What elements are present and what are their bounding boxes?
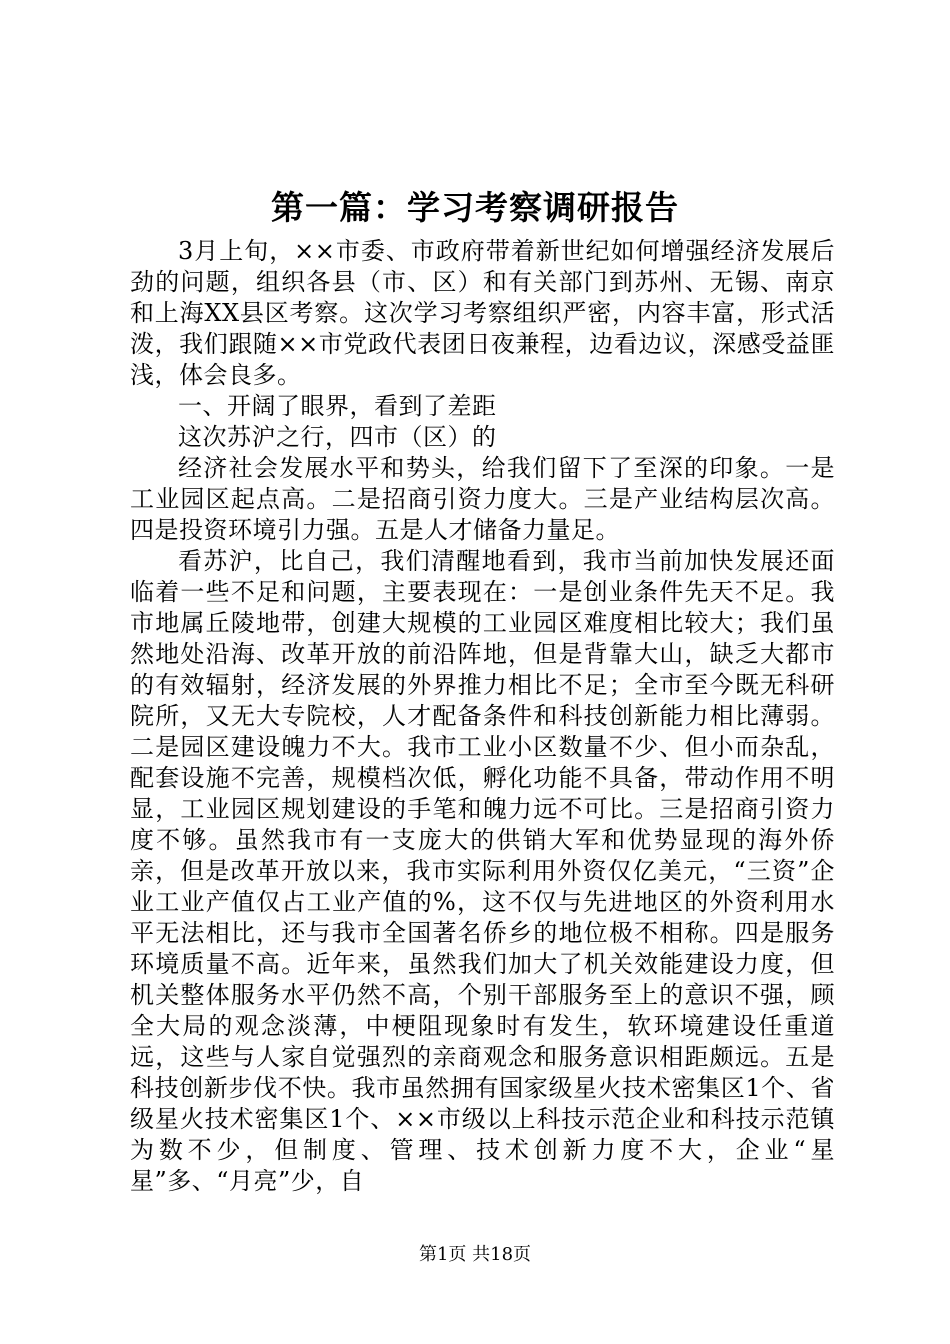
page-number-footer: 第1页 共18页 [418, 1244, 532, 1265]
paragraph-fragment: 这次苏沪之行，四市（区）的 [178, 423, 497, 451]
paragraph-intro: 3月上旬，××市委、市政府带着新世纪如何增强经济发展后劲的问题，组织各县（市、区）和有关部门到苏州、无锡、南京和上海XX县区考察。这次学习考察组织严密，内容丰富，形式活泼，我们跟随××市党政代表团日夜兼程，边看边议，深感受益匪浅，体会良多。 [130, 237, 835, 389]
document-title: 第一篇：学习考察调研报告 [271, 188, 679, 227]
document-body [130, 236, 835, 1197]
paragraph-shortcomings: 看苏沪，比自己，我们清醒地看到，我市当前加快发展还面临着一些不足和问题，主要表现在：一是创业条件先天不足。我市地属丘陵地带，创建大规模的工业园区难度相比较大；我们虽然地处沿海、改革开放的前沿阵地，但是背靠大山，缺乏大都市的有效辐射，经济发展的外界推力相比不足；全市至今既无科研院所，又无大专院校，人才配备条件和科技创新能力相比薄弱。二是园区建设魄力不大。我市工业小区数量不少、但小而杂乱，配套设施不完善，规模档次低，孵化功能不具备，带动作用不明显，工业园区规划建设的手笔和魄力远不可比。三是招商引资力度不够。虽然我市有一支庞大的供销大军和优势显现的海外侨亲，但是改革开放以来，我市实际利用外资仅亿美元，“三资”企业工业产值仅占工业产值的%，这不仅与先进地区的外资利用水平无法相比，还与我市全国著名侨乡的地位极不相称。四是服务环境质量不高。近年来，虽然我们加大了机关效能建设力度，但机关整体服务水平仍然不高，个别干部服务至上的意识不强，顾全大局的观念淡薄，中梗阻现象时有发生，软环境建设任重道远，这些与人家自觉强烈的亲商观念和服务意识相距颇远。五是科技创新步伐不快。我市虽然拥有国家级星火技术密集区1个、省级星火技术密集区1个、××市级以上科技示范企业和科技示范镇为数不少，但制度、管理、技术创新力度不大，企业“星星”多、“月亮”少，自 [130, 547, 835, 1195]
section-heading-1: 一、开阔了眼界，看到了差距 [178, 392, 497, 420]
paragraph-impressions: 经济社会发展水平和势头，给我们留下了至深的印象。一是工业园区起点高。二是招商引资力度大。三是产业结构层次高。四是投资环境引力强。五是人才储备力量足。 [130, 454, 835, 544]
